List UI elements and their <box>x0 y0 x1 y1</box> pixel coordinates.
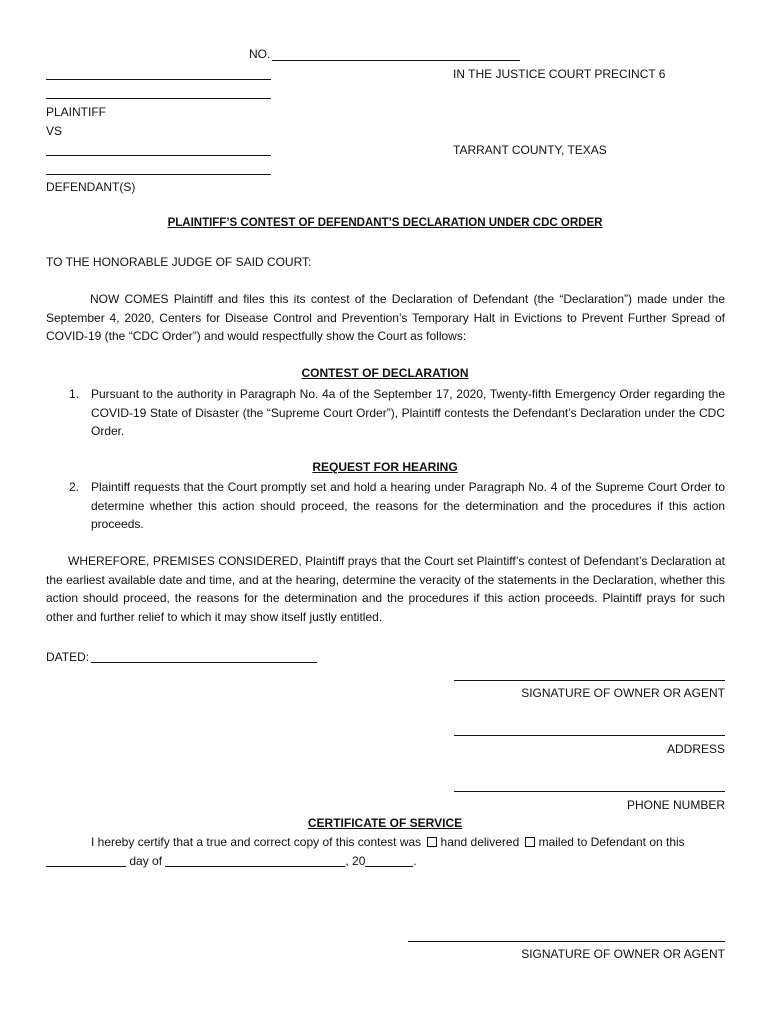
case-number-label <box>249 47 270 61</box>
section-heading-hearing: REQUEST FOR HEARING <box>312 460 458 474</box>
mailed-label: mailed to Defendant on this <box>538 835 685 849</box>
certificate-line-2 <box>46 854 417 868</box>
intro-text: NOW COMES Plaintiff and files this its contest of the Declaration of Defendant (the “Declaration”) made under the September 4, 2020, Centers for Disease Control and Prevention’s Temporary Halt in Evictions to Prevent Further Spread of COVID-19 (the “CDC Order”) and would respectfully show the Court as follows: <box>46 292 725 343</box>
prayer-paragraph <box>46 552 725 626</box>
item-number: 1. <box>69 387 80 401</box>
defendant-name-field-1[interactable] <box>46 155 271 156</box>
court-name: IN THE JUSTICE COURT PRECINCT 6 <box>453 67 666 81</box>
salutation: TO THE HONORABLE JUDGE OF SAID COURT: <box>46 255 312 269</box>
address-field[interactable] <box>454 735 725 736</box>
phone-field[interactable] <box>454 791 725 792</box>
case-number-text: NO. <box>249 47 271 61</box>
county-name: TARRANT COUNTY, TEXAS <box>453 143 607 157</box>
case-number-field[interactable] <box>272 60 520 61</box>
item-text: Plaintiff requests that the Court promptly set and hold a hearing under Paragraph No. 4 of the Supreme Court Order to determine whether this action should proceed, the reasons for the determination and the procedures if this action proceeds. <box>91 480 725 531</box>
item-number: 2. <box>69 480 80 494</box>
defendant-name-field-2[interactable] <box>46 174 271 175</box>
dated-label: DATED: <box>46 650 90 664</box>
section-item-1 <box>69 385 725 441</box>
signature-field[interactable] <box>454 680 725 681</box>
plaintiff-name-field-2[interactable] <box>46 98 271 99</box>
plaintiff-name-field-1[interactable] <box>46 79 271 80</box>
hand-delivered-checkbox[interactable] <box>427 837 437 847</box>
item-text: Pursuant to the authority in Paragraph No. 4a of the September 17, 2020, Twenty-fifth Emergency Order regarding the COVID-19 State of Disaster (the “Supreme Court Order”), Plaintiff contests the Defendant’s Declaration under the CDC Order. <box>91 387 725 438</box>
section-heading-contest: CONTEST OF DECLARATION <box>301 366 469 380</box>
vs-label: VS <box>46 124 63 138</box>
document-title: PLAINTIFF’S CONTEST OF DEFENDANT’S DECLARATION UNDER CDC ORDER <box>167 217 603 229</box>
defendant-label: DEFENDANT(S) <box>46 180 136 194</box>
dated-row <box>46 650 89 664</box>
intro-paragraph <box>46 290 725 346</box>
dated-field[interactable] <box>91 662 317 663</box>
certificate-signature-field[interactable] <box>408 941 725 942</box>
hand-delivered-label: hand delivered <box>440 835 520 849</box>
day-of-label: day of <box>129 854 163 868</box>
day-field[interactable] <box>46 855 126 867</box>
certificate-line-1 <box>91 835 725 849</box>
section-item-2 <box>69 478 725 534</box>
phone-label: PHONE NUMBER <box>626 798 725 812</box>
period: . <box>413 854 417 868</box>
mailed-checkbox[interactable] <box>525 837 535 847</box>
prayer-text: WHEREFORE, PREMISES CONSIDERED, Plaintiff prays that the Court set Plaintiff’s contest of Defendant’s Declaration at the earliest available date and time, and at the hearing, determine the veracity of the statements in the Declaration, whether this action should proceed, the reasons for the determination and the procedures if this action proceeds. Plaintiff prays for such other and further relief to which it may show itself justly entitled. <box>46 554 725 624</box>
signature-label: SIGNATURE OF OWNER OR AGENT <box>521 686 725 700</box>
month-field[interactable] <box>165 855 345 867</box>
certificate-text: I hereby certify that a true and correct copy of this contest was <box>91 835 422 849</box>
certificate-signature-label: SIGNATURE OF OWNER OR AGENT <box>521 947 725 961</box>
plaintiff-label: PLAINTIFF <box>46 105 107 119</box>
certificate-heading: CERTIFICATE OF SERVICE <box>307 816 463 830</box>
address-label: ADDRESS <box>666 742 725 756</box>
year-prefix: , 20 <box>345 854 366 868</box>
year-field[interactable] <box>365 855 413 867</box>
